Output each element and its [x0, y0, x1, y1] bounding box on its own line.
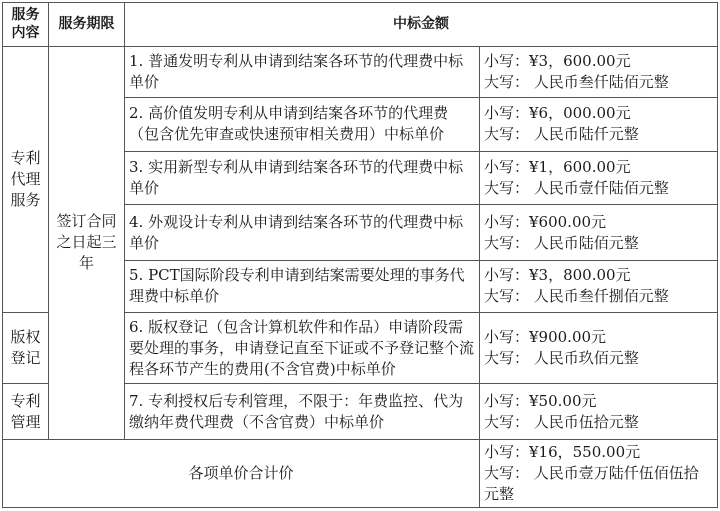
amount-big: 大写： 人民币伍拾元整 [484, 412, 639, 431]
total-label: 各项单价合计价 [3, 440, 480, 508]
row-amount [480, 98, 718, 152]
amount-small: 小写：¥900.00元 [484, 328, 607, 347]
category-patent-agency [3, 46, 49, 312]
category-label: 专利管理 [10, 391, 41, 431]
row-desc: 5. PCT国际阶段专利申请到结案需要处理的事务代理费中标单价 [125, 261, 480, 313]
row-amount [480, 46, 718, 98]
total-amount-big: 大写： 人民币壹万陆仟伍佰伍拾元整 [484, 464, 699, 504]
category-label: 版权登记 [10, 328, 41, 368]
row-amount [480, 384, 718, 440]
amount-small: 小写：¥1，600.00元 [484, 158, 631, 177]
row-desc: 3. 实用新型专利从申请到结案各环节的代理费中标单价 [125, 151, 480, 205]
amount-big: 大写： 人民币玖佰元整 [484, 349, 639, 368]
service-term-label: 签订合同之日起三年 [56, 212, 117, 273]
amount-big: 大写： 人民币叁仟捌佰元整 [484, 287, 669, 306]
total-amount-small: 小写：¥16，550.00元 [484, 443, 641, 462]
bid-price-table [2, 2, 718, 508]
row-amount [480, 151, 718, 205]
row-desc: 6. 版权登记（包含计算机软件和作品）申请阶段需要处理的事务，申请登记直至下证或不予登记整个流程各环节产生的费用(不含官费)中标单价 [125, 312, 480, 384]
service-term-cell [49, 46, 125, 440]
total-row [3, 440, 718, 508]
amount-small: 小写：¥6，000.00元 [484, 104, 631, 123]
row-desc: 7. 专利授权后专利管理，不限于：年费监控、代为缴纳年费代理费（不含官费）中标单价 [125, 384, 480, 440]
row-amount [480, 205, 718, 261]
row-amount [480, 312, 718, 384]
table-header-row [3, 3, 718, 47]
amount-big: 大写： 人民币陆仟元整 [484, 125, 639, 144]
header-bid-amount: 中标金额 [125, 3, 718, 47]
row-desc: 2. 高价值发明专利从申请到结案各环节的代理费（包含优先审查或快速预审相关费用）中标单价 [125, 98, 480, 152]
amount-big: 大写： 人民币陆佰元整 [484, 233, 639, 252]
header-service-term: 服务期限 [49, 3, 125, 47]
row-amount [480, 261, 718, 313]
category-label: 专利代理服务 [10, 148, 41, 209]
amount-small: 小写：¥50.00元 [484, 391, 597, 410]
amount-small: 小写：¥3，600.00元 [484, 51, 631, 70]
amount-big: 大写： 人民币叁仟陆佰元整 [484, 72, 669, 91]
category-copyright [3, 312, 49, 384]
header-service-content: 服务内容 [3, 3, 49, 47]
total-amount [480, 440, 718, 508]
row-desc: 4. 外观设计专利从申请到结案各环节的代理费中标单价 [125, 205, 480, 261]
amount-big: 大写： 人民币壹仟陆佰元整 [484, 179, 669, 198]
amount-small: 小写：¥600.00元 [484, 212, 607, 231]
row-desc: 1. 普通发明专利从申请到结案各环节的代理费中标单价 [125, 46, 480, 98]
category-patent-mgmt [3, 384, 49, 440]
table-row [3, 46, 718, 98]
amount-small: 小写：¥3，800.00元 [484, 266, 631, 285]
